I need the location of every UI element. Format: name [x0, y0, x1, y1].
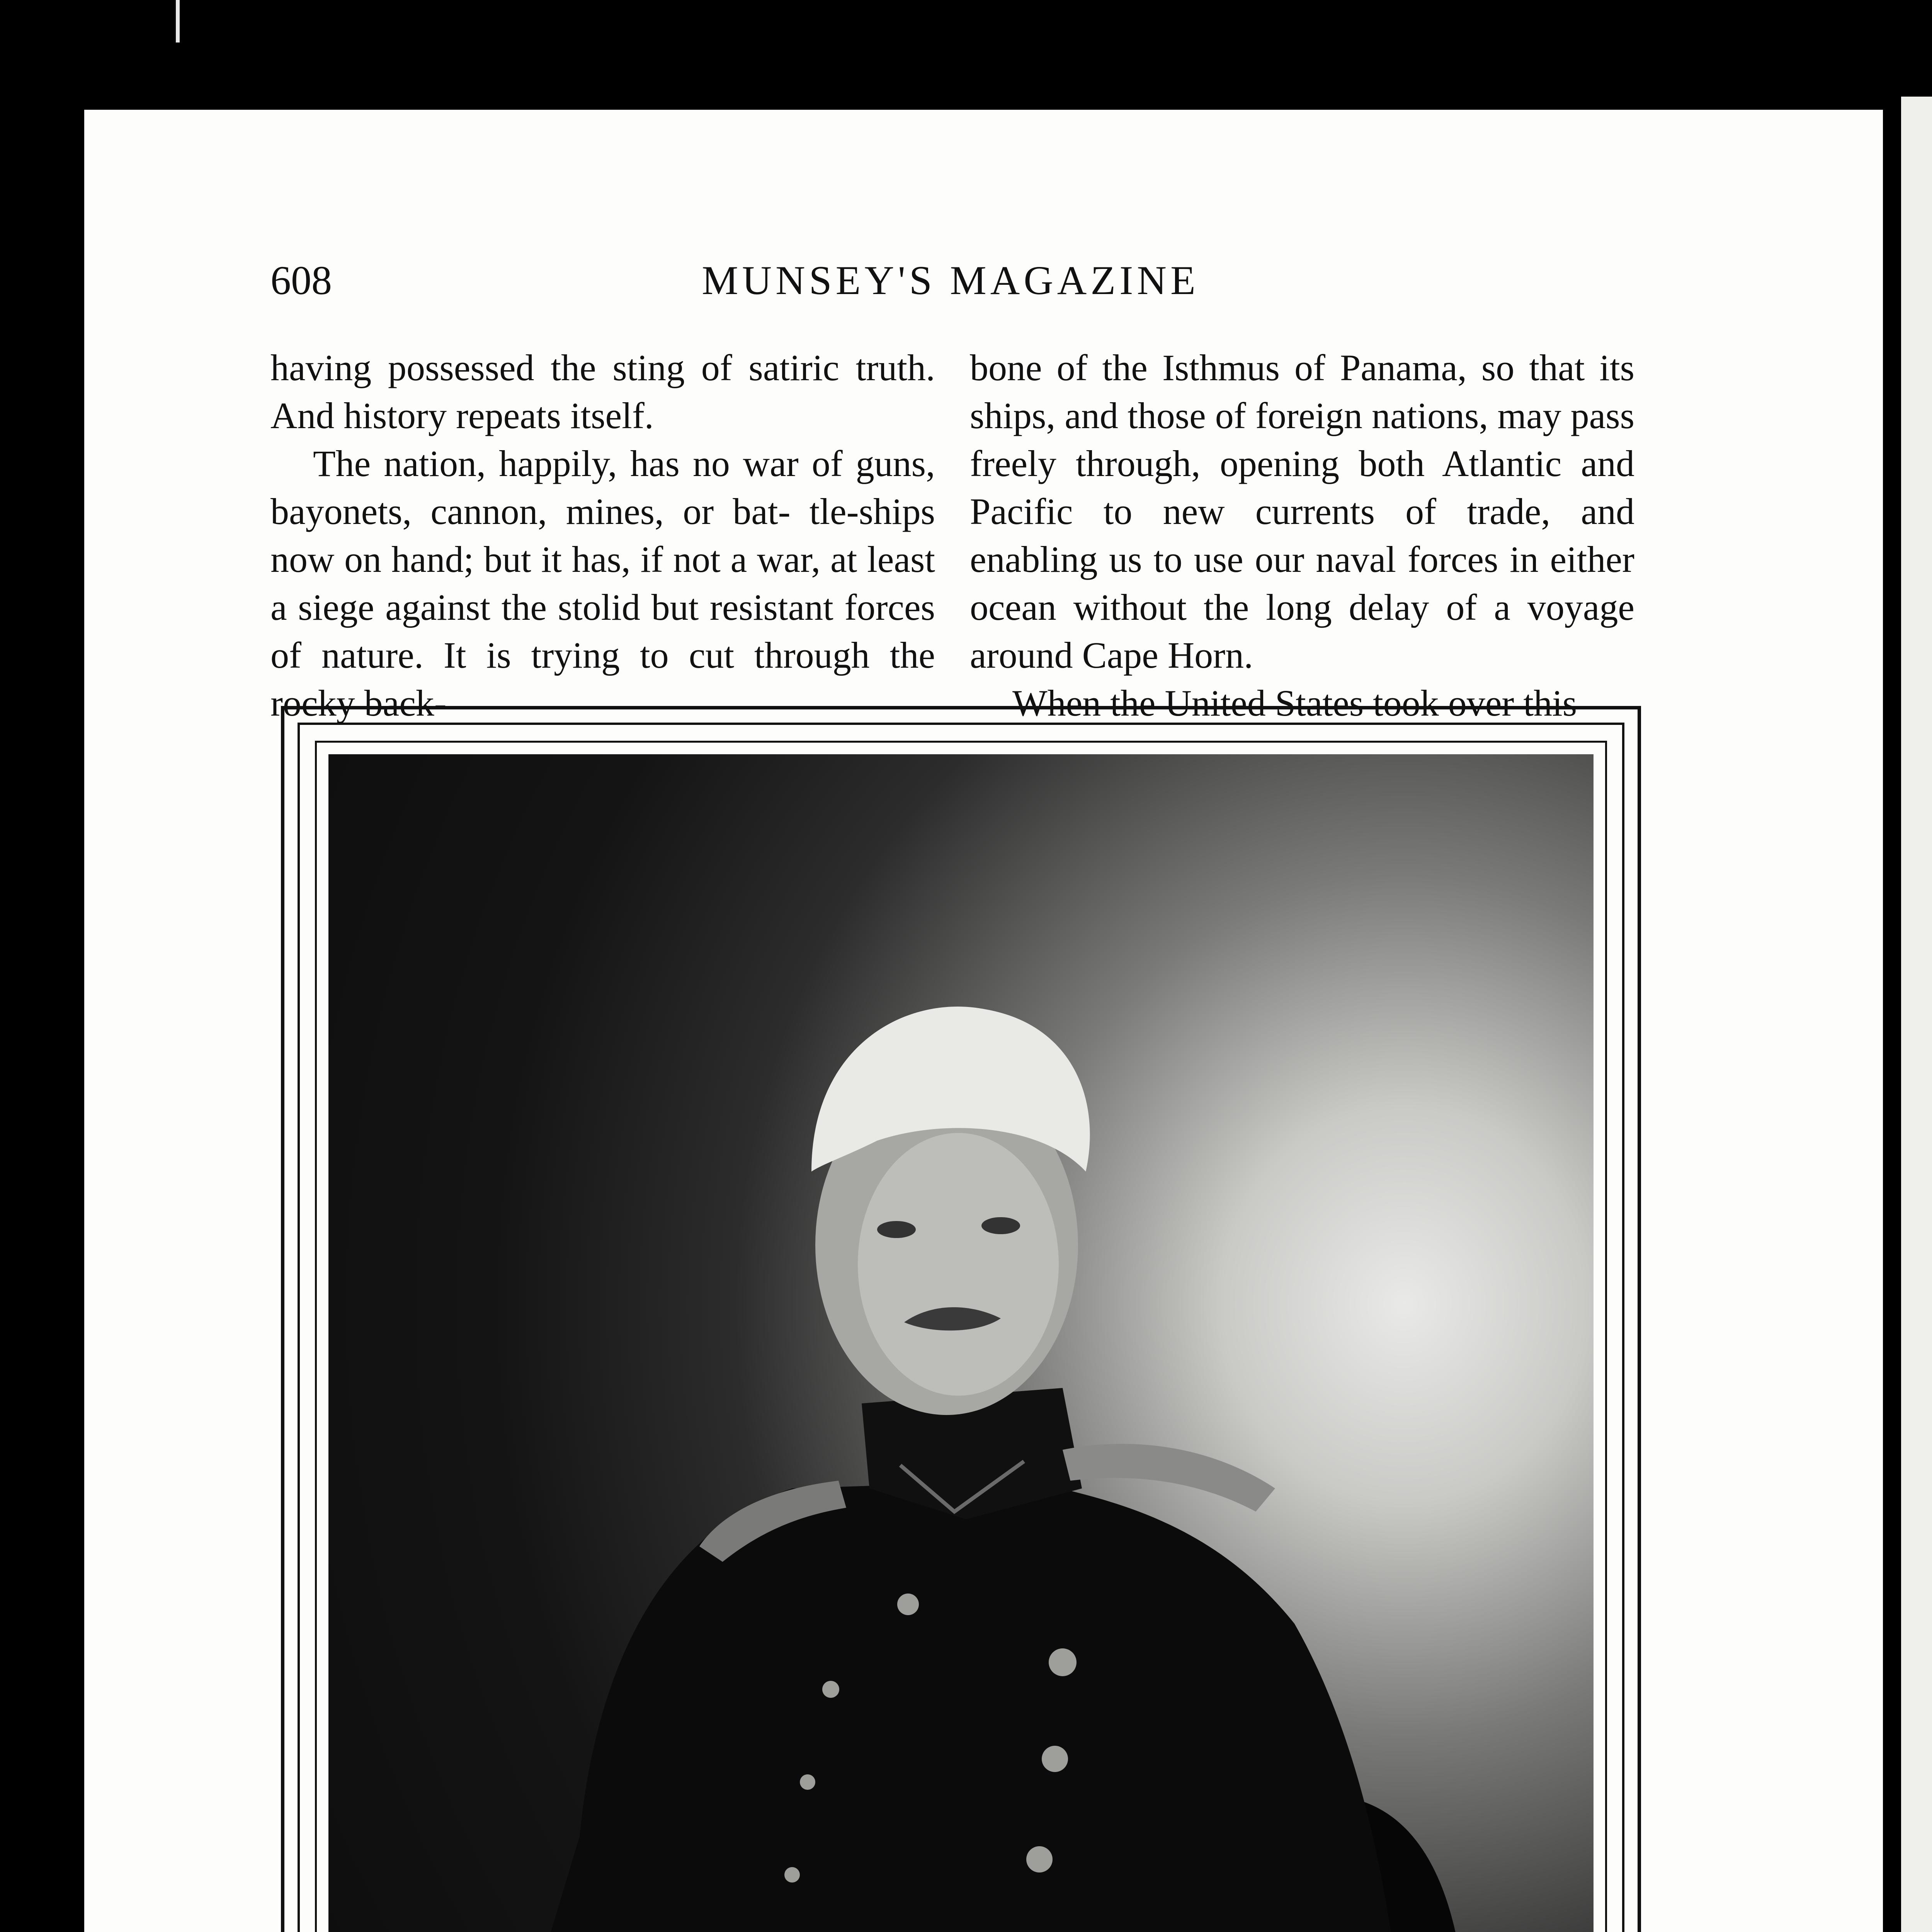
paragraph: bone of the Isthmus of Panama, so that its ships, and those of foreign nations, may pass freely through, opening both Atlantic and Pacific to new currents of trade, and enabling us to use our naval forces in either ocean without the long delay of a voyage around Cape Horn.: [970, 347, 1634, 676]
paragraph: having possessed the sting of satiric truth. And history repeats itself.: [270, 347, 935, 436]
paragraph: When the United States took over this: [1012, 682, 1577, 724]
portrait-figure: [328, 754, 1594, 1932]
scan-artifact: [176, 0, 180, 43]
text-column-left: [270, 344, 935, 727]
running-header: [270, 257, 1631, 303]
next-page-edge: [1901, 97, 1932, 1932]
page-number: 608: [270, 258, 332, 303]
paragraph: The nation, happily, has no war of guns, bayonets, cannon, mines, or bat- tle-ships now on hand; but it has, if not a war, at least a siege against the stolid but resistant forces of nature. It is trying to cut through the rocky back-: [270, 443, 935, 724]
text-column-right: [970, 344, 1634, 727]
magazine-title: MUNSEY'S MAGAZINE: [702, 258, 1199, 303]
portrait-photo: [328, 754, 1594, 1932]
